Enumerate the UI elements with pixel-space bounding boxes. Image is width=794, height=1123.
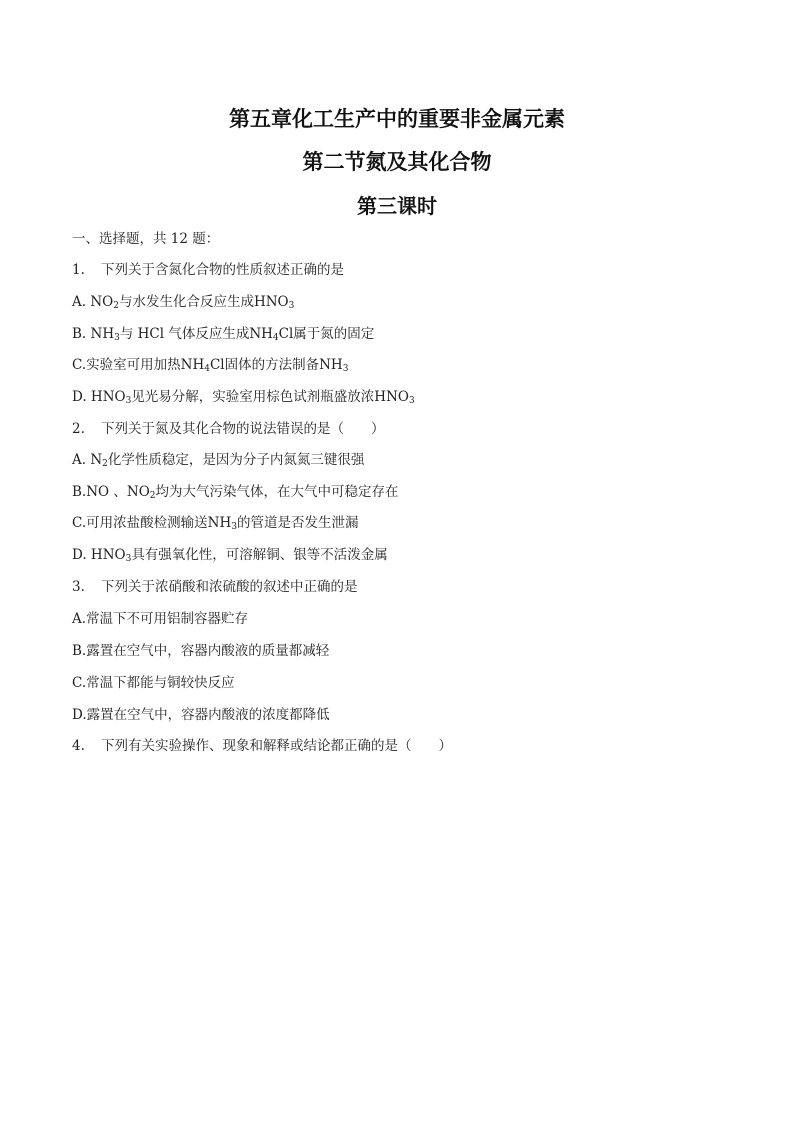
q2-option-d: D. $HNO_3$具有强氧化性，可溶解铜、银等不活泼金属 (72, 547, 388, 564)
q3-option-d: D.露置在空气中，容器内酸液的浓度都降低 (72, 707, 330, 723)
q1-option-a: A. $NO_2$与水发生化合反应生成$HNO_3$ (72, 294, 295, 311)
question-stem: 下列关于浓硝酸和浓硫酸的叙述中正确的是 (101, 579, 358, 595)
question-number: 4. (72, 738, 85, 754)
question-stem: 下列关于氮及其化合物的说法错误的是（ ） (101, 421, 385, 437)
question-1 (72, 261, 344, 279)
q3-option-c: C.常温下都能与铜较快反应 (72, 675, 235, 691)
q3-option-b: B.露置在空气中，容器内酸液的质量都减轻 (72, 643, 330, 659)
q2-option-a: A. $N_2$化学性质稳定，是因为分子内氮氮三键很强 (72, 452, 365, 469)
q3-option-a: A.常温下不可用铝制容器贮存 (72, 611, 249, 627)
lesson-title: 第三课时 (357, 194, 437, 218)
question-stem: 下列有关实验操作、现象和解释或结论都正确的是（ ） (101, 738, 452, 754)
q1-option-d: D. $HNO_3$见光易分解，实验室用棕色试剂瓶盛放浓$HNO_3$ (72, 389, 415, 406)
question-3 (72, 578, 358, 596)
question-2 (72, 420, 385, 438)
q2-option-b: B.NO 、$NO_2$均为大气污染气体，在大气中可稳定存在 (72, 484, 399, 501)
q1-option-b: B. $NH_3$与 HCl 气体反应生成$NH_4Cl$属于氮的固定 (72, 326, 375, 343)
question-number: 3. (72, 579, 85, 595)
section-title: 第二节氮及其化合物 (302, 150, 492, 174)
question-number: 1. (72, 262, 85, 278)
q2-option-c: C.可用浓盐酸检测输送$NH_3$的管道是否发生泄漏 (72, 515, 359, 532)
q1-option-c: C.实验室可用加热$NH_4Cl$固体的方法制备$NH_3$ (72, 357, 349, 374)
question-number: 2. (72, 421, 85, 437)
chapter-title: 第五章化工生产中的重要非金属元素 (229, 107, 565, 131)
question-4 (72, 737, 452, 755)
question-stem: 下列关于含氮化合物的性质叙述正确的是 (101, 262, 344, 278)
section-intro: 一、选择题，共 12 题： (72, 231, 220, 247)
